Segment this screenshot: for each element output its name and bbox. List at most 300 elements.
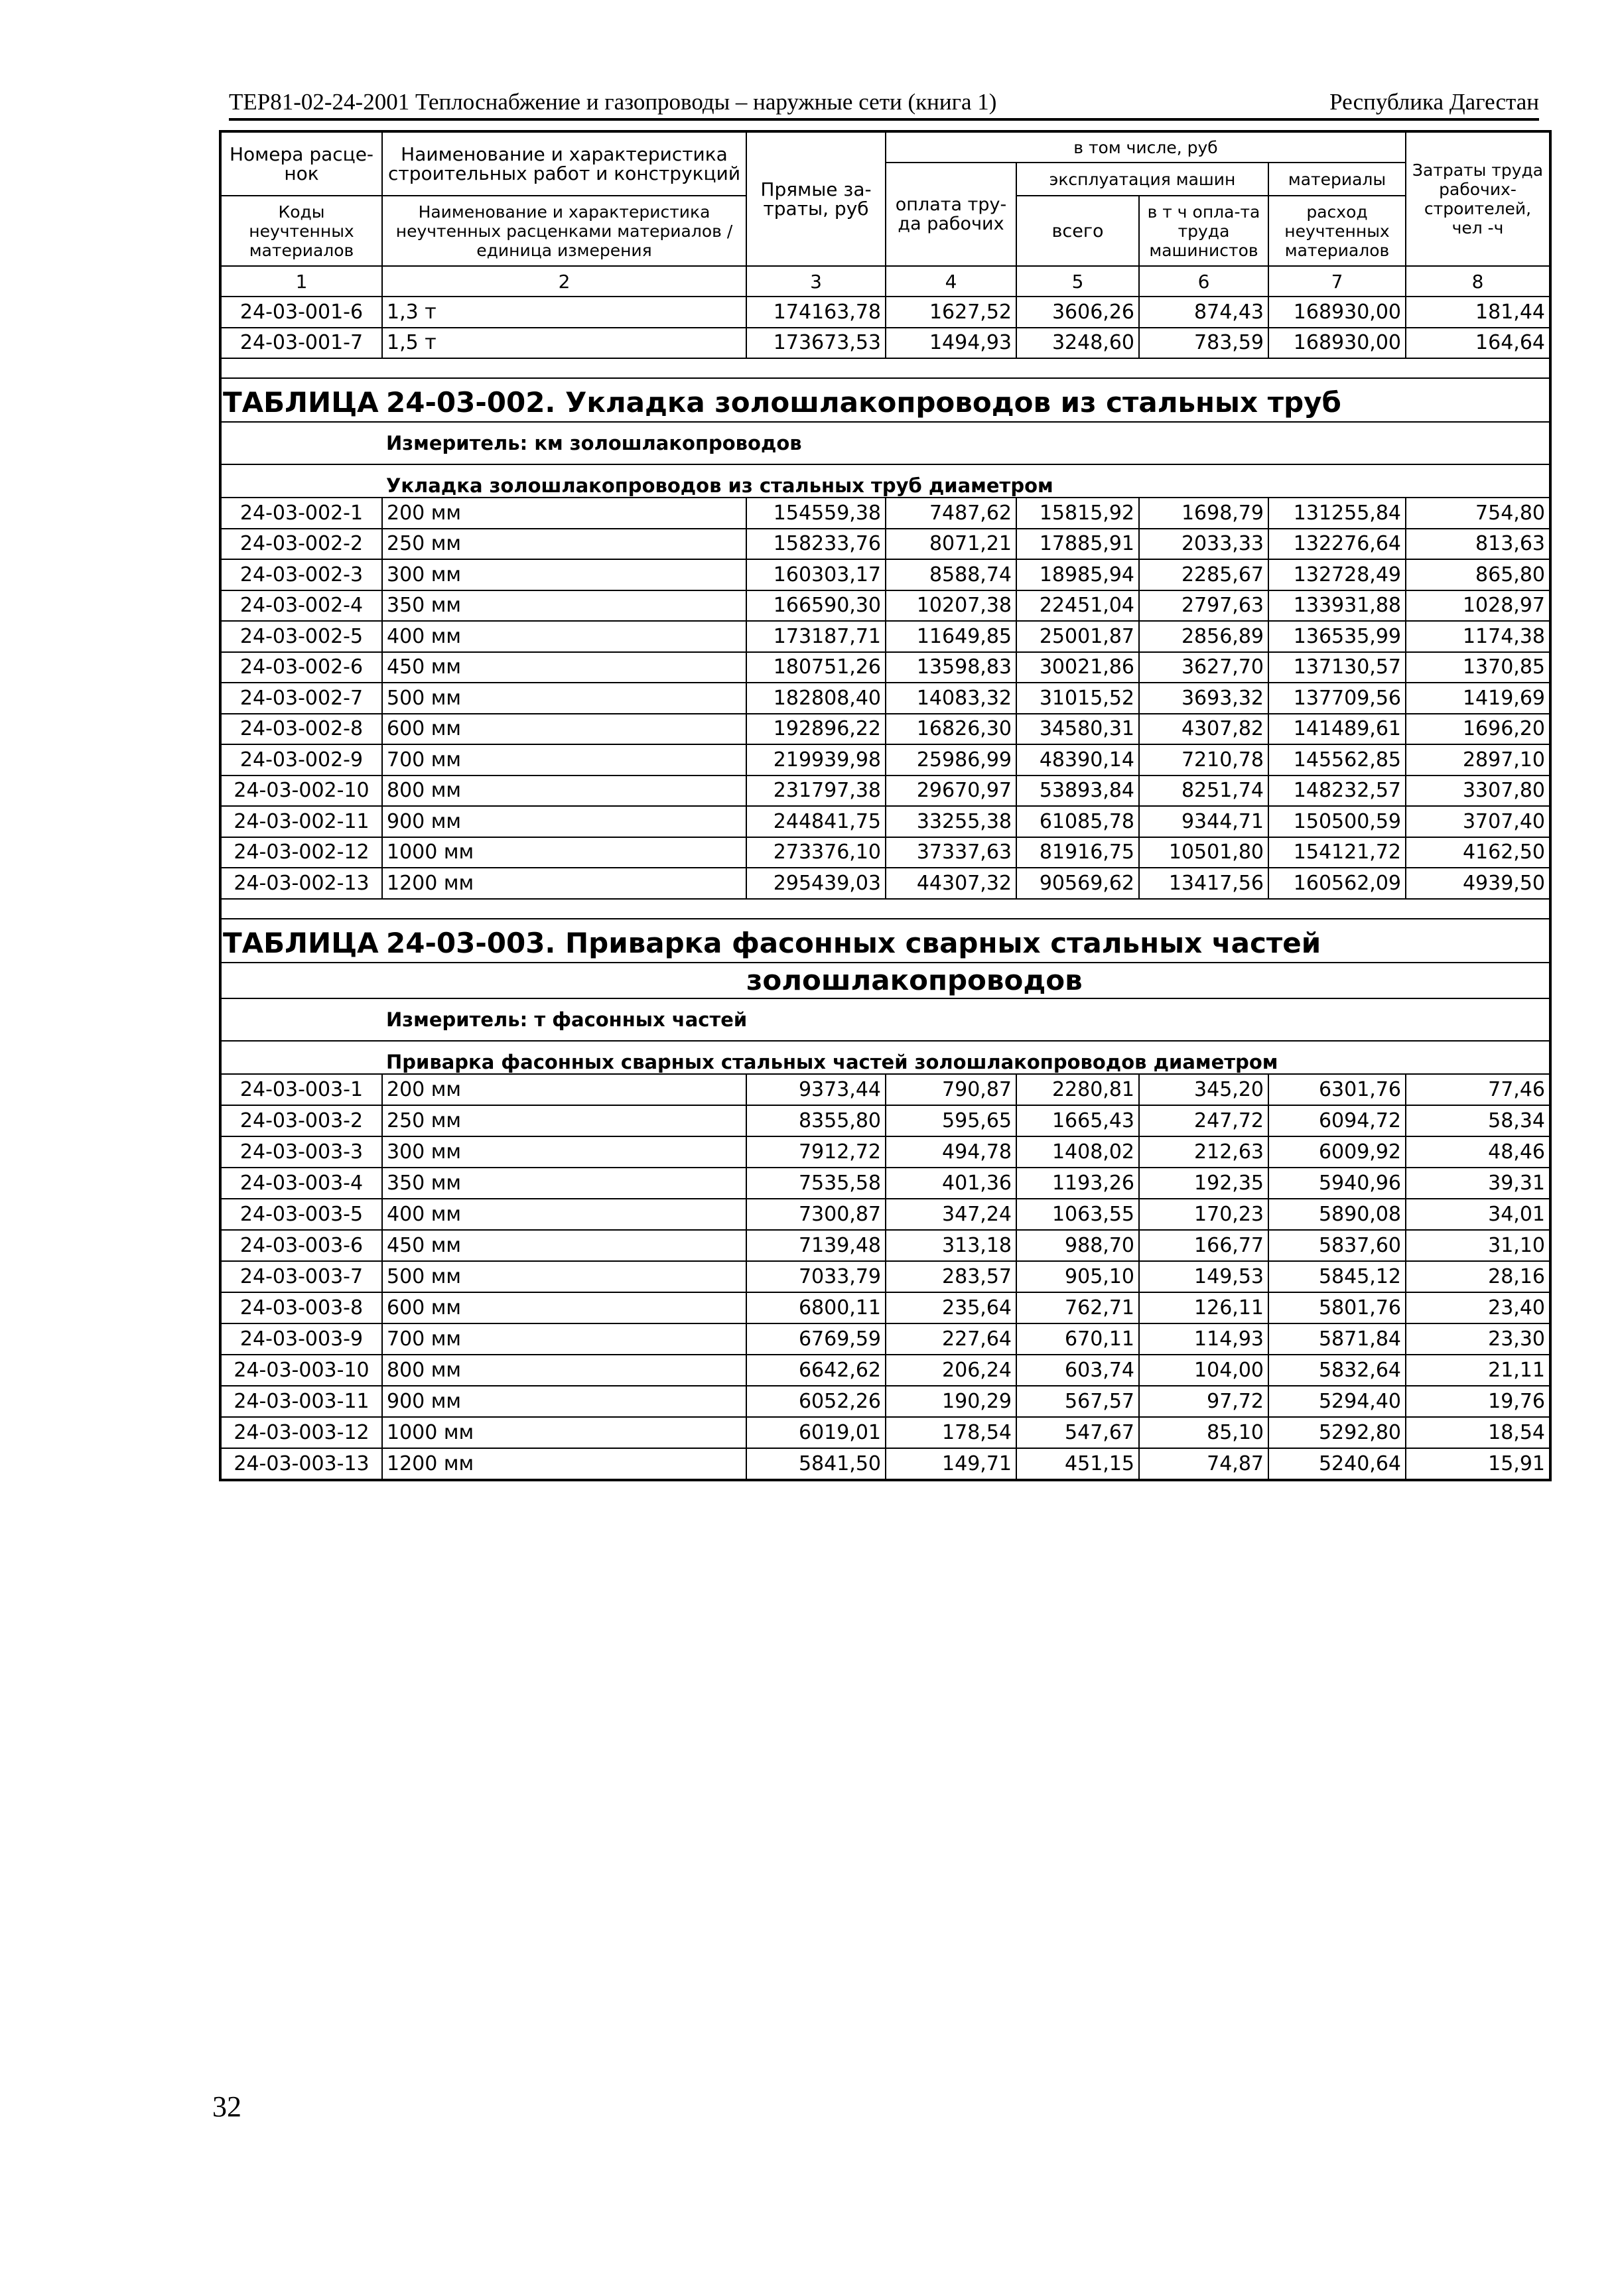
labor-hours: 1174,38 — [1406, 621, 1550, 652]
rate-code: 24-03-002-10 — [220, 776, 382, 807]
operator-pay: 2285,67 — [1139, 559, 1268, 590]
direct-costs: 154559,38 — [746, 498, 886, 529]
direct-costs: 173187,71 — [746, 621, 886, 652]
labor-hours: 23,40 — [1406, 1292, 1550, 1323]
labor-pay: 7487,62 — [886, 498, 1016, 529]
materials-consumption: 168930,00 — [1268, 297, 1406, 328]
direct-costs: 7535,58 — [746, 1168, 886, 1199]
labor-hours: 4939,50 — [1406, 868, 1550, 899]
table-row — [220, 1417, 1550, 1448]
header-machines: эксплуатация машин — [1016, 163, 1268, 196]
table-row — [220, 1230, 1550, 1261]
labor-hours: 28,16 — [1406, 1261, 1550, 1292]
labor-pay: 149,71 — [886, 1448, 1016, 1480]
operator-pay: 783,59 — [1139, 328, 1268, 359]
blank-cell — [220, 998, 382, 1041]
direct-costs: 6052,26 — [746, 1386, 886, 1417]
operator-pay: 3693,32 — [1139, 683, 1268, 714]
table-row — [220, 1292, 1550, 1323]
materials-consumption: 6009,92 — [1268, 1136, 1406, 1168]
direct-costs: 244841,75 — [746, 806, 886, 837]
work-name: 400 мм — [382, 1199, 746, 1230]
operator-pay: 9344,71 — [1139, 806, 1268, 837]
materials-consumption: 141489,61 — [1268, 714, 1406, 745]
machines-total: 61085,78 — [1016, 806, 1139, 837]
rate-code: 24-03-003-4 — [220, 1168, 382, 1199]
direct-costs: 166590,30 — [746, 590, 886, 622]
rate-code: 24-03-002-2 — [220, 529, 382, 560]
measure-unit: Измеритель: км золошлакопроводов — [382, 422, 1550, 464]
operator-pay: 10501,80 — [1139, 837, 1268, 868]
rate-code: 24-03-003-2 — [220, 1105, 382, 1136]
work-name: 700 мм — [382, 1323, 746, 1355]
direct-costs: 6800,11 — [746, 1292, 886, 1323]
labor-hours: 813,63 — [1406, 529, 1550, 560]
rate-code: 24-03-003-8 — [220, 1292, 382, 1323]
blank-cell — [220, 422, 382, 464]
labor-hours: 39,31 — [1406, 1168, 1550, 1199]
direct-costs: 7300,87 — [746, 1199, 886, 1230]
rate-code: 24-03-003-5 — [220, 1199, 382, 1230]
direct-costs: 180751,26 — [746, 652, 886, 683]
labor-pay: 33255,38 — [886, 806, 1016, 837]
col-number-6: 6 — [1139, 266, 1268, 297]
work-name: 800 мм — [382, 1355, 746, 1386]
machines-total: 451,15 — [1016, 1448, 1139, 1480]
operator-pay: 97,72 — [1139, 1386, 1268, 1417]
table-row — [220, 590, 1550, 622]
col-number-7: 7 — [1268, 266, 1406, 297]
labor-pay: 190,29 — [886, 1386, 1016, 1417]
machines-total: 34580,31 — [1016, 714, 1139, 745]
labor-pay: 25986,99 — [886, 744, 1016, 776]
operator-pay: 212,63 — [1139, 1136, 1268, 1168]
col-number-1: 1 — [220, 266, 382, 297]
rate-code: 24-03-003-3 — [220, 1136, 382, 1168]
machines-total: 18985,94 — [1016, 559, 1139, 590]
labor-pay: 37337,63 — [886, 837, 1016, 868]
materials-consumption: 5832,64 — [1268, 1355, 1406, 1386]
table-row — [220, 498, 1550, 529]
machines-total: 53893,84 — [1016, 776, 1139, 807]
measure-unit: Измеритель: т фасонных частей — [382, 998, 1550, 1041]
labor-hours: 1696,20 — [1406, 714, 1550, 745]
machines-total: 3606,26 — [1016, 297, 1139, 328]
table-row — [220, 1355, 1550, 1386]
col-number-4: 4 — [886, 266, 1016, 297]
direct-costs: 173673,53 — [746, 328, 886, 359]
operator-pay: 2797,63 — [1139, 590, 1268, 622]
section-gap — [220, 899, 1550, 919]
materials-consumption: 137709,56 — [1268, 683, 1406, 714]
labor-pay: 347,24 — [886, 1199, 1016, 1230]
header-labor-pay: оплата тру-да рабочих — [886, 163, 1016, 266]
machines-total: 31015,52 — [1016, 683, 1139, 714]
materials-consumption: 5837,60 — [1268, 1230, 1406, 1261]
machines-total: 670,11 — [1016, 1323, 1139, 1355]
work-name: 1000 мм — [382, 1417, 746, 1448]
header-including: в том числе, руб — [886, 131, 1406, 163]
rate-code: 24-03-003-9 — [220, 1323, 382, 1355]
col-number-2: 2 — [382, 266, 746, 297]
rate-code: 24-03-002-11 — [220, 806, 382, 837]
labor-pay: 206,24 — [886, 1355, 1016, 1386]
rate-code: 24-03-003-6 — [220, 1230, 382, 1261]
labor-pay: 14083,32 — [886, 683, 1016, 714]
work-name: 800 мм — [382, 776, 746, 807]
machines-total: 1408,02 — [1016, 1136, 1139, 1168]
materials-consumption: 6301,76 — [1268, 1074, 1406, 1105]
table-row — [220, 1448, 1550, 1480]
materials-consumption: 5940,96 — [1268, 1168, 1406, 1199]
direct-costs: 192896,22 — [746, 714, 886, 745]
subheader: Приварка фасонных сварных стальных частей золошлакопроводов диаметром — [382, 1041, 1550, 1074]
header-work-name: Наименование и характеристика строительных работ и конструкций — [382, 131, 746, 196]
operator-pay: 2856,89 — [1139, 621, 1268, 652]
rate-code: 24-03-003-10 — [220, 1355, 382, 1386]
document-title: ТЕР81-02-24-2001 Теплоснабжение и газопроводы – наружные сети (книга 1) — [229, 89, 997, 115]
materials-consumption: 150500,59 — [1268, 806, 1406, 837]
work-name: 450 мм — [382, 1230, 746, 1261]
rate-code: 24-03-003-12 — [220, 1417, 382, 1448]
operator-pay: 345,20 — [1139, 1074, 1268, 1105]
labor-pay: 401,36 — [886, 1168, 1016, 1199]
direct-costs: 160303,17 — [746, 559, 886, 590]
table-row — [220, 1199, 1550, 1230]
materials-consumption: 5845,12 — [1268, 1261, 1406, 1292]
labor-pay: 16826,30 — [886, 714, 1016, 745]
labor-pay: 178,54 — [886, 1417, 1016, 1448]
blank-cell — [220, 464, 382, 498]
materials-consumption: 160562,09 — [1268, 868, 1406, 899]
work-name: 700 мм — [382, 744, 746, 776]
labor-hours: 1028,97 — [1406, 590, 1550, 622]
labor-pay: 790,87 — [886, 1074, 1016, 1105]
direct-costs: 7139,48 — [746, 1230, 886, 1261]
table-row — [220, 529, 1550, 560]
labor-hours: 31,10 — [1406, 1230, 1550, 1261]
page-header — [229, 84, 1539, 121]
operator-pay: 170,23 — [1139, 1199, 1268, 1230]
header-operator-pay: в т ч опла-та труда машинистов — [1139, 196, 1268, 266]
work-name: 300 мм — [382, 1136, 746, 1168]
materials-consumption: 5240,64 — [1268, 1448, 1406, 1480]
table-row — [220, 1323, 1550, 1355]
operator-pay: 74,87 — [1139, 1448, 1268, 1480]
labor-pay: 313,18 — [886, 1230, 1016, 1261]
operator-pay: 85,10 — [1139, 1417, 1268, 1448]
machines-total: 22451,04 — [1016, 590, 1139, 622]
materials-consumption: 5292,80 — [1268, 1417, 1406, 1448]
materials-consumption: 137130,57 — [1268, 652, 1406, 683]
materials-consumption: 136535,99 — [1268, 621, 1406, 652]
header-direct-costs: Прямые за-траты, руб — [746, 131, 886, 266]
operator-pay: 1698,79 — [1139, 498, 1268, 529]
direct-costs: 7912,72 — [746, 1136, 886, 1168]
direct-costs: 6642,62 — [746, 1355, 886, 1386]
machines-total: 547,67 — [1016, 1417, 1139, 1448]
table-title-row — [220, 378, 1550, 422]
table-title-continued: золошлакопроводов — [746, 963, 1550, 998]
rate-code: 24-03-002-12 — [220, 837, 382, 868]
materials-consumption: 132728,49 — [1268, 559, 1406, 590]
measure-row — [220, 422, 1550, 464]
operator-pay: 3627,70 — [1139, 652, 1268, 683]
operator-pay: 166,77 — [1139, 1230, 1268, 1261]
materials-consumption: 5890,08 — [1268, 1199, 1406, 1230]
labor-pay: 235,64 — [886, 1292, 1016, 1323]
work-name: 300 мм — [382, 559, 746, 590]
rate-code: 24-03-002-9 — [220, 744, 382, 776]
work-name: 350 мм — [382, 590, 746, 622]
machines-total: 3248,60 — [1016, 328, 1139, 359]
rate-code: 24-03-003-11 — [220, 1386, 382, 1417]
operator-pay: 8251,74 — [1139, 776, 1268, 807]
rate-code: 24-03-001-6 — [220, 297, 382, 328]
operator-pay: 2033,33 — [1139, 529, 1268, 560]
work-name: 1000 мм — [382, 837, 746, 868]
rate-code: 24-03-002-7 — [220, 683, 382, 714]
work-name: 1,3 т — [382, 297, 746, 328]
subheader-row — [220, 464, 1550, 498]
direct-costs: 6019,01 — [746, 1417, 886, 1448]
table-row — [220, 1386, 1550, 1417]
gap-cell — [220, 899, 1550, 919]
machines-total: 48390,14 — [1016, 744, 1139, 776]
work-name: 600 мм — [382, 714, 746, 745]
table-title-row — [220, 963, 1550, 998]
page-number: 32 — [212, 2090, 241, 2123]
measure-row — [220, 998, 1550, 1041]
work-name: 500 мм — [382, 1261, 746, 1292]
section-gap — [220, 358, 1550, 378]
labor-pay: 11649,85 — [886, 621, 1016, 652]
direct-costs: 219939,98 — [746, 744, 886, 776]
operator-pay: 192,35 — [1139, 1168, 1268, 1199]
work-name: 500 мм — [382, 683, 746, 714]
operator-pay: 247,72 — [1139, 1105, 1268, 1136]
machines-total: 567,57 — [1016, 1386, 1139, 1417]
header-machines-total: всего — [1016, 196, 1139, 266]
work-name: 200 мм — [382, 1074, 746, 1105]
rate-code: 24-03-003-13 — [220, 1448, 382, 1480]
labor-pay: 44307,32 — [886, 868, 1016, 899]
direct-costs: 8355,80 — [746, 1105, 886, 1136]
direct-costs: 9373,44 — [746, 1074, 886, 1105]
materials-consumption: 5871,84 — [1268, 1323, 1406, 1355]
labor-hours: 4162,50 — [1406, 837, 1550, 868]
table-label: ТАБЛИЦА — [220, 919, 382, 963]
machines-total: 1193,26 — [1016, 1168, 1139, 1199]
rate-code: 24-03-003-7 — [220, 1261, 382, 1292]
table-row — [220, 744, 1550, 776]
labor-hours: 77,46 — [1406, 1074, 1550, 1105]
materials-consumption: 6094,72 — [1268, 1105, 1406, 1136]
work-name: 900 мм — [382, 806, 746, 837]
direct-costs: 7033,79 — [746, 1261, 886, 1292]
table-row — [220, 776, 1550, 807]
table-row — [220, 621, 1550, 652]
work-name: 450 мм — [382, 652, 746, 683]
labor-pay: 1627,52 — [886, 297, 1016, 328]
labor-hours: 754,80 — [1406, 498, 1550, 529]
table-row — [220, 328, 1550, 359]
work-name: 400 мм — [382, 621, 746, 652]
materials-consumption: 145562,85 — [1268, 744, 1406, 776]
work-name: 1,5 т — [382, 328, 746, 359]
materials-consumption: 148232,57 — [1268, 776, 1406, 807]
labor-hours: 58,34 — [1406, 1105, 1550, 1136]
work-name: 1200 мм — [382, 1448, 746, 1480]
direct-costs: 158233,76 — [746, 529, 886, 560]
rate-code: 24-03-002-8 — [220, 714, 382, 745]
work-name: 250 мм — [382, 1105, 746, 1136]
machines-total: 762,71 — [1016, 1292, 1139, 1323]
labor-hours: 2897,10 — [1406, 744, 1550, 776]
table-row — [220, 837, 1550, 868]
direct-costs: 182808,40 — [746, 683, 886, 714]
operator-pay: 7210,78 — [1139, 744, 1268, 776]
labor-hours: 1419,69 — [1406, 683, 1550, 714]
region-name: Республика Дагестан — [1329, 89, 1539, 115]
materials-consumption: 5294,40 — [1268, 1386, 1406, 1417]
header-materials: материалы — [1268, 163, 1406, 196]
table-row — [220, 714, 1550, 745]
rate-code: 24-03-002-1 — [220, 498, 382, 529]
labor-pay: 227,64 — [886, 1323, 1016, 1355]
rate-code: 24-03-002-6 — [220, 652, 382, 683]
work-name: 1200 мм — [382, 868, 746, 899]
table-row — [220, 652, 1550, 683]
rate-code: 24-03-002-4 — [220, 590, 382, 622]
labor-hours: 865,80 — [1406, 559, 1550, 590]
blank-cell — [220, 1041, 382, 1074]
machines-total: 25001,87 — [1016, 621, 1139, 652]
labor-hours: 181,44 — [1406, 297, 1550, 328]
table-row — [220, 683, 1550, 714]
rate-code: 24-03-002-3 — [220, 559, 382, 590]
rate-code: 24-03-002-13 — [220, 868, 382, 899]
labor-hours: 1370,85 — [1406, 652, 1550, 683]
machines-total: 905,10 — [1016, 1261, 1139, 1292]
operator-pay: 4307,82 — [1139, 714, 1268, 745]
labor-hours: 34,01 — [1406, 1199, 1550, 1230]
machines-total: 603,74 — [1016, 1355, 1139, 1386]
work-name: 600 мм — [382, 1292, 746, 1323]
labor-hours: 23,30 — [1406, 1323, 1550, 1355]
labor-hours: 18,54 — [1406, 1417, 1550, 1448]
operator-pay: 104,00 — [1139, 1355, 1268, 1386]
col-number-5: 5 — [1016, 266, 1139, 297]
machines-total: 2280,81 — [1016, 1074, 1139, 1105]
machines-total: 988,70 — [1016, 1230, 1139, 1261]
materials-consumption: 132276,64 — [1268, 529, 1406, 560]
header-labor-hours: Затраты труда рабочих-строителей, чел -ч — [1406, 131, 1550, 266]
machines-total: 30021,86 — [1016, 652, 1139, 683]
machines-total: 81916,75 — [1016, 837, 1139, 868]
labor-hours: 48,46 — [1406, 1136, 1550, 1168]
table-row — [220, 1074, 1550, 1105]
labor-pay: 29670,97 — [886, 776, 1016, 807]
rate-code: 24-03-001-7 — [220, 328, 382, 359]
rate-code: 24-03-003-1 — [220, 1074, 382, 1105]
table-row — [220, 1261, 1550, 1292]
table-title: 24-03-002. Укладка золошлакопроводов из стальных труб — [382, 378, 1550, 422]
table-title-row — [220, 919, 1550, 963]
materials-consumption: 131255,84 — [1268, 498, 1406, 529]
work-name: 200 мм — [382, 498, 746, 529]
header-rate-numbers: Номера расце-нок — [220, 131, 382, 196]
machines-total: 15815,92 — [1016, 498, 1139, 529]
labor-pay: 8588,74 — [886, 559, 1016, 590]
materials-consumption: 133931,88 — [1268, 590, 1406, 622]
rate-code: 24-03-002-5 — [220, 621, 382, 652]
machines-total: 90569,62 — [1016, 868, 1139, 899]
blank-cell — [220, 963, 746, 998]
operator-pay: 149,53 — [1139, 1261, 1268, 1292]
machines-total: 1665,43 — [1016, 1105, 1139, 1136]
labor-hours: 3307,80 — [1406, 776, 1550, 807]
direct-costs: 5841,50 — [746, 1448, 886, 1480]
direct-costs: 6769,59 — [746, 1323, 886, 1355]
machines-total: 17885,91 — [1016, 529, 1139, 560]
operator-pay: 114,93 — [1139, 1323, 1268, 1355]
price-table — [219, 130, 1552, 1481]
table-row — [220, 559, 1550, 590]
table-row — [220, 1105, 1550, 1136]
col-number-8: 8 — [1406, 266, 1550, 297]
labor-hours: 3707,40 — [1406, 806, 1550, 837]
direct-costs: 273376,10 — [746, 837, 886, 868]
labor-pay: 1494,93 — [886, 328, 1016, 359]
operator-pay: 126,11 — [1139, 1292, 1268, 1323]
subheader: Укладка золошлакопроводов из стальных труб диаметром — [382, 464, 1550, 498]
table-row — [220, 297, 1550, 328]
labor-hours: 21,11 — [1406, 1355, 1550, 1386]
operator-pay: 13417,56 — [1139, 868, 1268, 899]
table-title: 24-03-003. Приварка фасонных сварных стальных частей — [382, 919, 1550, 963]
labor-pay: 595,65 — [886, 1105, 1016, 1136]
materials-consumption: 5801,76 — [1268, 1292, 1406, 1323]
materials-consumption: 154121,72 — [1268, 837, 1406, 868]
table-row — [220, 868, 1550, 899]
work-name: 350 мм — [382, 1168, 746, 1199]
direct-costs: 174163,78 — [746, 297, 886, 328]
materials-consumption: 168930,00 — [1268, 328, 1406, 359]
labor-pay: 283,57 — [886, 1261, 1016, 1292]
labor-pay: 8071,21 — [886, 529, 1016, 560]
table-row — [220, 1168, 1550, 1199]
work-name: 900 мм — [382, 1386, 746, 1417]
table-label: ТАБЛИЦА — [220, 378, 382, 422]
direct-costs: 231797,38 — [746, 776, 886, 807]
labor-hours: 164,64 — [1406, 328, 1550, 359]
header-unaccounted-name: Наименование и характеристика неучтенных расценками материалов / единица измерения — [382, 196, 746, 266]
labor-pay: 494,78 — [886, 1136, 1016, 1168]
operator-pay: 874,43 — [1139, 297, 1268, 328]
table-row — [220, 806, 1550, 837]
labor-hours: 19,76 — [1406, 1386, 1550, 1417]
labor-pay: 10207,38 — [886, 590, 1016, 622]
header-materials-consumption: расход неучтенных материалов — [1268, 196, 1406, 266]
direct-costs: 295439,03 — [746, 868, 886, 899]
gap-cell — [220, 358, 1550, 378]
header-unaccounted-codes: Коды неучтенных материалов — [220, 196, 382, 266]
labor-hours: 15,91 — [1406, 1448, 1550, 1480]
work-name: 250 мм — [382, 529, 746, 560]
machines-total: 1063,55 — [1016, 1199, 1139, 1230]
table-row — [220, 1136, 1550, 1168]
